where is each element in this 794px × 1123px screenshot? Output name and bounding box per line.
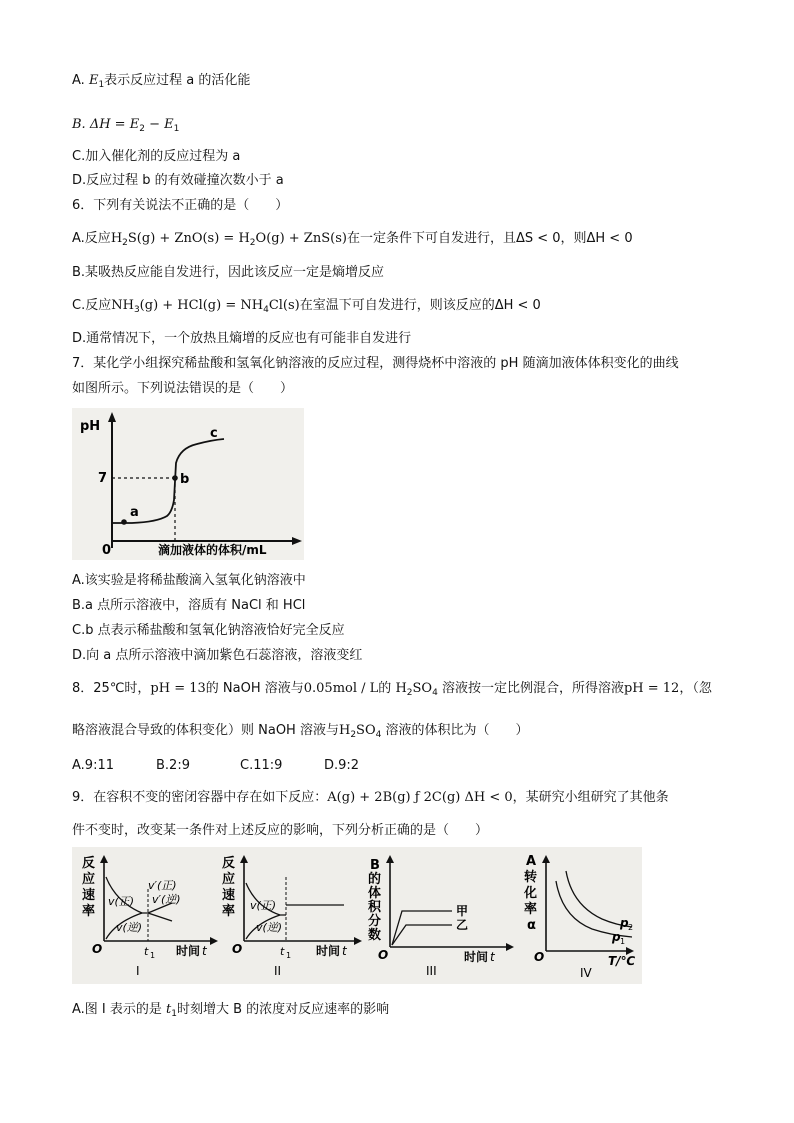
svg-text:B: B	[370, 858, 380, 873]
q8-option-b: B.2:9	[156, 758, 190, 773]
svg-text:t: t	[342, 944, 347, 958]
svg-text:t: t	[280, 945, 285, 958]
svg-text:的: 的	[368, 872, 382, 887]
svg-text:I: I	[136, 964, 140, 978]
q7-ph-curve-figure	[72, 408, 304, 560]
svg-text:v(逆): v(逆)	[256, 921, 283, 934]
q6-option-a: A.反应$H_2S(g) + ZnO(s) = H_2O(g) + ZnS(s)$在一定条件下可自发进行，且ΔS < 0，则ΔH < 0	[72, 231, 633, 248]
q5-option-a: A. $E_1$表示反应过程 a 的活化能	[72, 73, 251, 90]
svg-text:数: 数	[368, 928, 382, 943]
q7-option-a: A.该实验是将稀盐酸滴入氢氧化钠溶液中	[72, 573, 306, 588]
q7-stem-line1: 7．某化学小组探究稀盐酸和氢氧化钠溶液的反应过程，测得烧杯中溶液的 pH 随滴加液体体积变化的曲线	[72, 356, 679, 371]
q9-stem-line2: 件不变时，改变某一条件对上述反应的影响，下列分析正确的是（ ）	[72, 823, 489, 838]
q7-fig-xlabel: 滴加液体的体积/mL	[158, 543, 267, 557]
q7-fig-point-c: c	[210, 426, 218, 441]
q7-fig-point-a: a	[130, 505, 139, 520]
svg-text:IV: IV	[580, 966, 592, 980]
q5-option-b: B. $\Delta H = E_2 - E_1$	[72, 117, 180, 134]
svg-text:化: 化	[524, 886, 538, 901]
q7-fig-ylabel: pH	[80, 419, 101, 434]
q6-option-d: D.通常情况下，一个放热且熵增的反应也有可能非自发进行	[72, 331, 412, 346]
svg-text:t: t	[490, 950, 495, 964]
q7-option-b: B.a 点所示溶液中，溶质有 NaCl 和 HCl	[72, 598, 306, 613]
svg-text:率: 率	[82, 904, 96, 919]
svg-text:1: 1	[620, 937, 626, 946]
svg-text:时间: 时间	[464, 950, 489, 964]
svg-text:体: 体	[368, 886, 382, 901]
svg-text:v(逆): v(逆)	[116, 921, 143, 934]
q8-option-d: D.9:2	[324, 758, 360, 773]
svg-text:乙: 乙	[456, 918, 469, 932]
svg-text:2: 2	[628, 923, 634, 932]
q7-fig-point-b: b	[180, 472, 190, 487]
q7-fig-y7: 7	[98, 471, 108, 486]
svg-text:率: 率	[222, 904, 236, 919]
q5-option-c: C.加入催化剂的反应过程为 a	[72, 149, 241, 164]
svg-text:O: O	[232, 942, 243, 956]
svg-text:反: 反	[82, 856, 96, 871]
svg-text:反: 反	[222, 856, 236, 871]
q9-stem-line1: 9．在容积不变的密闭容器中存在如下反应：A(g) + 2B(g) ƒ 2C(g) ΔH < 0，某研究小组研究了其他条	[72, 790, 669, 805]
q8-options	[72, 757, 408, 775]
svg-text:v(正): v(正)	[250, 899, 277, 912]
svg-text:II: II	[274, 964, 282, 978]
svg-text:应: 应	[222, 872, 236, 887]
svg-text:1: 1	[286, 951, 292, 960]
svg-text:应: 应	[82, 872, 96, 887]
q9-option-a: A.图 I 表示的是 $t_1$时刻增大 B 的浓度对反应速率的影响	[72, 1002, 390, 1019]
svg-text:1: 1	[150, 951, 156, 960]
q6-stem: 6．下列有关说法不正确的是（ ）	[72, 198, 289, 213]
svg-text:甲: 甲	[456, 904, 469, 918]
svg-text:p: p	[612, 930, 621, 944]
q7-option-c: C.b 点表示稀盐酸和氢氧化钠溶液恰好完全反应	[72, 623, 345, 638]
q8-stem-line2: 略溶液混合导致的体积变化）则 NaOH 溶液与$H_2SO_4$ 溶液的体积比为（ ）	[72, 723, 529, 740]
q5-option-d: D.反应过程 b 的有效碰撞次数小于 a	[72, 173, 284, 188]
q8-option-c: C.11:9	[240, 758, 283, 773]
svg-text:p: p	[620, 916, 629, 930]
q8-stem-line1: 8．25℃时，pH = 13的 NaOH 溶液与0.05mol / L的 $H_2SO_4$ 溶液按一定比例混合，所得溶液pH = 12，（忽	[72, 681, 712, 698]
svg-text:速: 速	[82, 888, 96, 903]
svg-text:v(正): v(正)	[108, 895, 135, 908]
q7-option-d: D.向 a 点所示溶液中滴加紫色石蕊溶液，溶液变红	[72, 648, 363, 663]
q6-option-b: B.某吸热反应能自发进行，因此该反应一定是熵增反应	[72, 265, 385, 280]
svg-text:时间: 时间	[316, 944, 341, 958]
q7-fig-origin: 0	[102, 543, 112, 558]
svg-text:A: A	[526, 854, 537, 869]
svg-text:v′(正): v′(正)	[148, 879, 177, 892]
svg-text:率: 率	[524, 902, 538, 917]
svg-text:转: 转	[524, 870, 538, 885]
svg-text:T/℃: T/℃	[608, 954, 636, 968]
svg-text:时间: 时间	[176, 944, 201, 958]
svg-text:v′(逆): v′(逆)	[152, 893, 181, 906]
svg-text:α: α	[527, 918, 536, 933]
svg-text:积: 积	[368, 900, 382, 915]
q8-option-a: A.9:11	[72, 758, 114, 773]
q7-stem-line2: 如图所示。下列说法错误的是（ ）	[72, 381, 294, 396]
svg-text:O: O	[378, 948, 389, 962]
svg-text:O: O	[92, 942, 103, 956]
svg-text:t: t	[144, 945, 149, 958]
q6-option-c: C.反应$NH_3(g) + HCl(g) = NH_4Cl(s)$在室温下可自发进行，则该反应的ΔH < 0	[72, 298, 541, 315]
svg-text:速: 速	[222, 888, 236, 903]
svg-text:t: t	[202, 944, 207, 958]
svg-text:O: O	[534, 950, 545, 964]
svg-text:III: III	[426, 964, 437, 978]
q9-figures	[72, 847, 642, 984]
svg-text:分: 分	[368, 914, 382, 929]
